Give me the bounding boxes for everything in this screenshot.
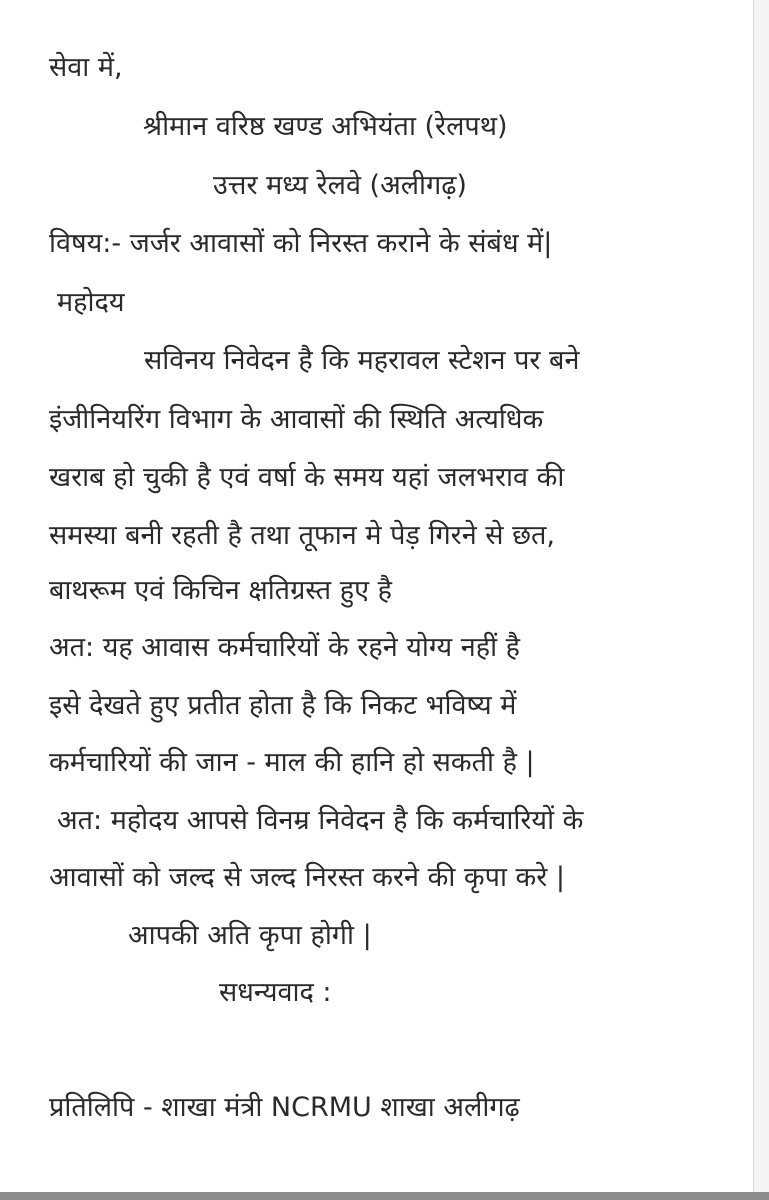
body-line: समस्या बनी रहती है तथा तूफान मे पेड़ गिरने से छत, — [49, 520, 555, 551]
closing-courtesy: आपकी अति कृपा होगी | — [128, 920, 372, 951]
subject-line: विषय:- जर्जर आवासों को निरस्त कराने के संबंध में| — [49, 228, 553, 259]
closing-thanks: सधन्यवाद : — [219, 977, 332, 1008]
page-side-margin — [754, 0, 769, 1192]
body-line: खराब हो चुकी है एवं वर्षा के समय यहां जलभराव की — [49, 462, 565, 493]
body-line: बाथरूम एवं किचिन क्षतिग्रस्त हुए है — [49, 575, 392, 606]
addressee-title: श्रीमान वरिष्ठ खण्ड अभियंता (रेलपथ) — [143, 111, 508, 142]
addressee-office: उत्तर मध्य रेलवे (अलीगढ़) — [213, 170, 467, 201]
salutation-to: सेवा में, — [49, 52, 123, 83]
body-line: कर्मचारियों की जान - माल की हानि हो सकती है | — [49, 747, 535, 778]
body-line: अत: यह आवास कर्मचारियों के रहने योग्य नहीं है — [49, 632, 520, 663]
body-line: सविनय निवेदन है कि महरावल स्टेशन पर बने — [144, 345, 580, 376]
body-line: इसे देखते हुए प्रतीत होता है कि निकट भविष्य में — [49, 690, 517, 721]
body-line: अत: महोदय आपसे विनम्र निवेदन है कि कर्मचारियों के — [57, 805, 584, 836]
body-line: आवासों को जल्द से जल्द निरस्त करने की कृपा करे | — [49, 862, 566, 893]
copy-to: प्रतिलिपि - शाखा मंत्री NCRMU शाखा अलीगढ़ — [49, 1092, 520, 1123]
bottom-edge-bar — [0, 1192, 769, 1200]
greeting: महोदय — [57, 287, 125, 318]
body-line: इंजीनियरिंग विभाग के आवासों की स्थिति अत्यधिक — [49, 404, 544, 435]
